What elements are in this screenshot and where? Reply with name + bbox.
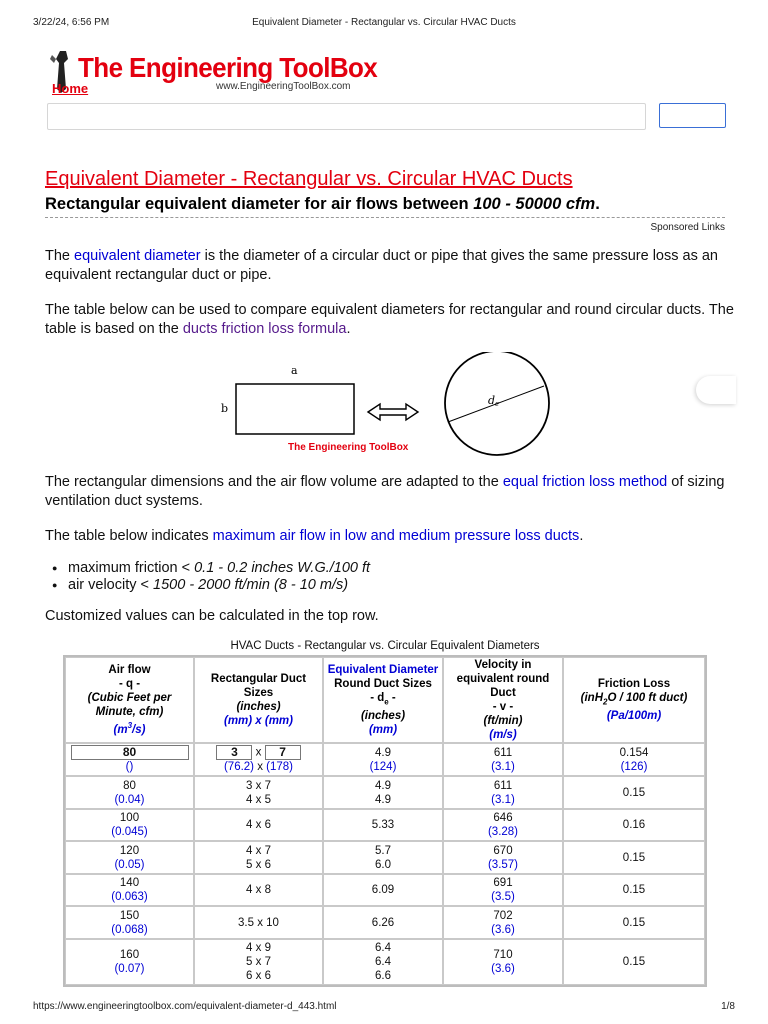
table-cell: 6.4 6.4 6.6 (323, 939, 443, 985)
table-cell: 4 x 6 (194, 809, 323, 841)
p1-text-a: The (45, 248, 75, 264)
list-item (52, 560, 370, 577)
table-cell: 4.9 4.9 (323, 776, 443, 809)
dimension-b-input[interactable]: 7 (265, 745, 301, 760)
rectangular-duct-shape (236, 384, 354, 434)
label-b: b (221, 402, 229, 415)
header-unit: (Pa/100m) (606, 710, 662, 723)
p2-text-a: The table below can be used to compare equivalent diameters for rectangular and round circular ducts. The table is based on the (45, 302, 734, 337)
page-title[interactable]: Equivalent Diameter - Rectangular vs. Circular HVAC Ducts (45, 168, 573, 190)
table-cell: 691 (3.5) (443, 874, 563, 906)
p3-text-a: The rectangular dimensions and the air flow volume are adapted to the (45, 474, 503, 490)
table-cell: 611 (3.1) (443, 776, 563, 809)
header-link[interactable]: Equivalent Diameter (327, 663, 439, 676)
table-header-row (65, 657, 705, 743)
header-text: Friction Loss (597, 677, 671, 690)
duct-size-input-cell (194, 743, 323, 776)
table-cell: 0.15 (563, 776, 705, 809)
brand-name: The Engineering ToolBox (78, 51, 378, 84)
diagram-watermark: The Engineering ToolBox (288, 442, 409, 453)
airflow-input-cell (65, 743, 194, 776)
table-row (65, 874, 705, 906)
search-input[interactable] (47, 103, 646, 130)
equivalent-diameter-table (63, 655, 707, 987)
header-unit: $(m^3/s)$ (113, 721, 146, 736)
p2-text-b: . (346, 321, 351, 337)
label-de: de (488, 394, 500, 408)
subtitle-prefix: Rectangular equivalent diameter for air flows between (45, 195, 474, 213)
p1-text-b: is the diameter of a circular duct or pipe that gives the same pressure loss as an equivalent rectangular duct or pipe. (45, 248, 718, 283)
velocity-result-cell: 611 (3.1) (443, 743, 563, 776)
header-text: Minute, cfm) (95, 706, 164, 719)
table-cell: 5.7 6.0 (323, 841, 443, 874)
header-text: Round Duct Sizes (334, 677, 432, 690)
header-text: (inches) (236, 701, 281, 713)
search-button[interactable] (659, 103, 726, 128)
table-row (65, 809, 705, 841)
header-text: - q - (118, 678, 141, 691)
airflow-si-value: () (125, 761, 134, 773)
table-cell: 702 (3.6) (443, 906, 563, 939)
header-text: (Cubic Feet per (87, 692, 172, 705)
print-footer (33, 1001, 735, 1015)
double-arrow-icon (368, 404, 418, 420)
home-link[interactable]: Home (52, 81, 89, 96)
table-cell: 670 (3.57) (443, 841, 563, 874)
header-text: equivalent round (456, 673, 550, 685)
bullet-label: maximum friction < (68, 560, 195, 576)
table-cell: 3 x 7 4 x 5 (194, 776, 323, 809)
times-sign: x (255, 746, 262, 759)
p3-text-b: of sizing ventilation duct systems. (45, 474, 725, 509)
table-cell: 80 (0.04) (65, 776, 194, 809)
friction-result-cell: 0.154 (126) (563, 743, 705, 776)
calculator-row (65, 743, 705, 776)
table-row (65, 841, 705, 874)
table-caption: HVAC Ducts - Rectangular vs. Circular Equivalent Diameters (230, 640, 540, 652)
label-a: a (291, 364, 298, 377)
table-cell: 0.15 (563, 874, 705, 906)
print-page-number: 1/8 (721, 1001, 735, 1012)
table-cell: 646 (3.28) (443, 809, 563, 841)
site-logo[interactable] (46, 47, 386, 101)
header-unit: (mm) (368, 724, 398, 737)
print-url: https://www.engineeringtoolbox.com/equivalent-diameter-d_443.html (33, 1001, 337, 1012)
header-text: (inches) (360, 710, 406, 723)
table-cell: 120 (0.05) (65, 841, 194, 874)
sponsored-links-label: Sponsored Links (650, 222, 725, 233)
header-velocity (443, 657, 563, 743)
table-cell: 100 (0.045) (65, 809, 194, 841)
bullet-value: 0.1 - 0.2 inches W.G./100 ft (194, 560, 371, 576)
equivalent-diameter-link[interactable]: equivalent diameter (74, 248, 201, 264)
header-friction-loss (563, 657, 705, 743)
header-text: Sizes (243, 687, 274, 699)
header-text: (ft/min) (483, 715, 523, 727)
table-cell: 4 x 9 5 x 7 6 x 6 (194, 939, 323, 985)
table-cell: 150 (0.068) (65, 906, 194, 939)
duct-diagram (218, 352, 563, 460)
table-cell: 0.16 (563, 809, 705, 841)
header-text: - v - (492, 701, 514, 713)
table-cell: 0.15 (563, 841, 705, 874)
table-cell: 6.09 (323, 874, 443, 906)
header-equivalent-diameter (323, 657, 443, 743)
criteria-list (52, 560, 370, 594)
header-text: (inH$_2$O / 100 ft duct) (580, 691, 688, 707)
header-rect-sizes (194, 657, 323, 743)
table-cell: 5.33 (323, 809, 443, 841)
intro-paragraph-4 (45, 527, 735, 546)
table-cell: 140 (0.063) (65, 874, 194, 906)
print-date: 3/22/24, 6:56 PM (33, 17, 110, 28)
table-cell: 4 x 8 (194, 874, 323, 906)
header-unit: (m/s) (489, 729, 517, 741)
custom-values-note: Customized values can be calculated in the top row. (45, 608, 379, 624)
header-air-flow (65, 657, 194, 743)
equal-friction-method-link[interactable]: equal friction loss method (502, 474, 668, 490)
print-header (33, 17, 735, 31)
friction-loss-formula-link[interactable]: ducts friction loss formula (182, 321, 347, 337)
print-title: Equivalent Diameter - Rectangular vs. Circular HVAC Ducts (252, 17, 516, 28)
divider (45, 217, 725, 218)
intro-paragraph-3 (45, 473, 735, 511)
de-result-cell: 4.9 (124) (323, 743, 443, 776)
page-subtitle (45, 195, 600, 214)
table-cell: 0.15 (563, 906, 705, 939)
p4-text-b: . (579, 528, 584, 544)
table-cell: 3.5 x 10 (194, 906, 323, 939)
intro-paragraph-1 (45, 247, 735, 285)
table-cell: 160 (0.07) (65, 939, 194, 985)
header-text: Duct (490, 687, 516, 699)
bullet-label: air velocity < (68, 577, 154, 593)
header-unit: (mm) x (mm) (223, 715, 293, 727)
subtitle-range: 100 - 50000 cfm (473, 195, 596, 213)
side-feedback-tab[interactable] (696, 376, 736, 404)
table-row (65, 906, 705, 939)
airflow-input[interactable]: 80 (71, 745, 189, 760)
bullet-value: 1500 - 2000 ft/min (8 - 10 m/s) (153, 577, 349, 593)
table-cell: 4 x 7 5 x 6 (194, 841, 323, 874)
intro-paragraph-2 (45, 301, 735, 339)
header-text: Velocity in (474, 659, 532, 671)
dimension-si-values: (76.2) x (178) (223, 761, 294, 773)
list-item (52, 577, 370, 594)
site-url: www.EngineeringToolBox.com (216, 81, 351, 92)
header-text: Air flow (108, 664, 151, 677)
table-cell: 6.26 (323, 906, 443, 939)
header-text: Rectangular Duct (210, 673, 307, 685)
table-cell: 0.15 (563, 939, 705, 985)
p4-text-a: The table below indicates (45, 528, 213, 544)
header-text: - $d_e$ - (370, 691, 396, 707)
dimension-a-input[interactable]: 3 (216, 745, 252, 760)
table-cell: 710 (3.6) (443, 939, 563, 985)
table-row (65, 776, 705, 809)
subtitle-suffix: . (595, 195, 600, 213)
max-air-flow-link[interactable]: maximum air flow in low and medium pressure loss ducts (212, 528, 580, 544)
table-row (65, 939, 705, 985)
